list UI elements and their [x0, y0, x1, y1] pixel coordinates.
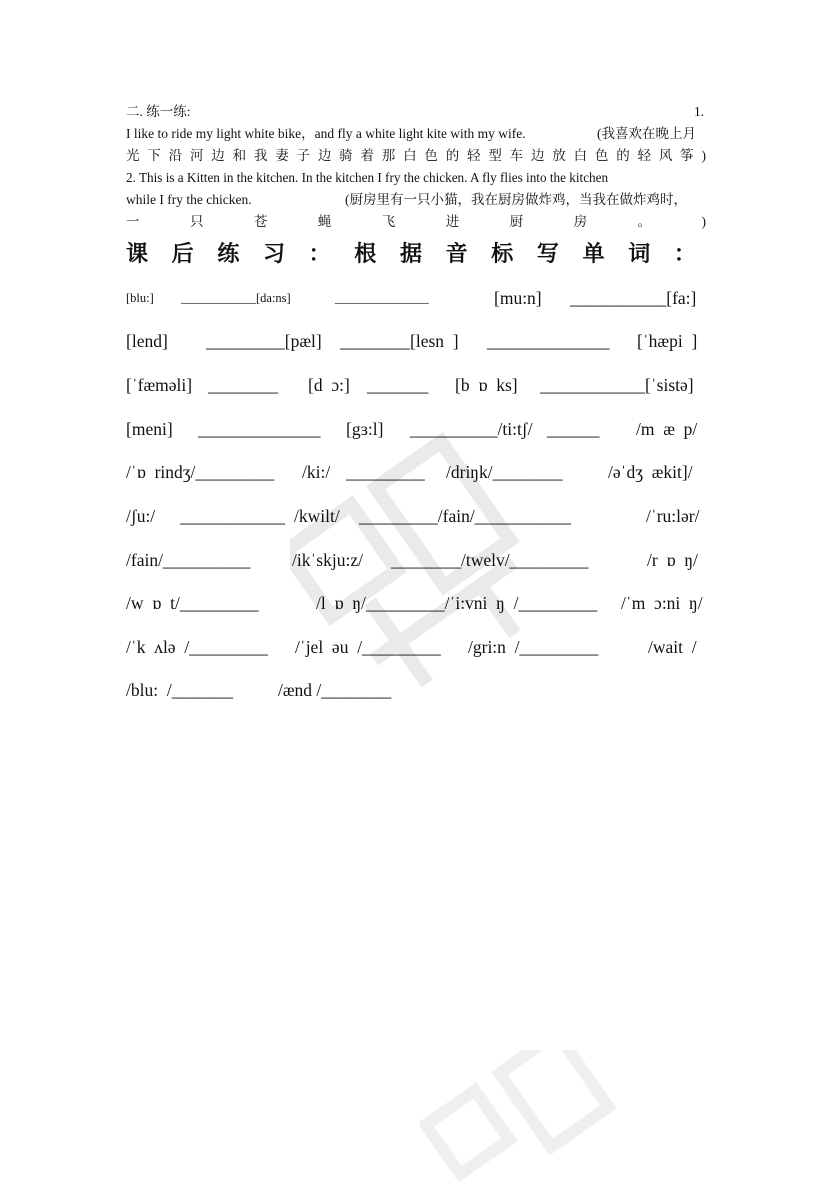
phonetic-item: /ˈm ɔ:ni ŋ/	[621, 593, 703, 613]
phonetic-item: ______	[547, 419, 600, 439]
phonetic-item: [lend]	[126, 331, 168, 351]
phonetic-item: /driŋk/________	[446, 462, 563, 482]
practice-line-3-english: 2. This is a Kitten in the kitchen. In the kitchen I fry the chicken. A fly flies into the kitchen	[126, 170, 609, 185]
char: 只	[189, 214, 204, 229]
phonetic-item: _________	[346, 462, 425, 482]
phonetic-item: /wait /	[648, 637, 697, 657]
char: 河	[189, 148, 204, 163]
phonetic-item: _________/fain/___________	[359, 506, 571, 526]
phonetic-item: /ˈk ʌlə /_________	[126, 637, 268, 657]
char: 色	[424, 148, 438, 163]
practice-line-4-english: while I fry the chicken.	[126, 192, 252, 207]
heading-char: 据	[399, 241, 422, 266]
phonetic-item: ______________	[487, 331, 610, 351]
heading-char: 写	[536, 241, 559, 266]
phonetic-item: ____________[da:ns]	[181, 291, 291, 305]
phonetic-item: [ˈhæpi ]	[637, 331, 698, 351]
phonetic-item: [gɜ:l]	[346, 419, 384, 439]
heading-char: 后	[171, 241, 194, 266]
watermark-graphic-bottom	[420, 1050, 620, 1190]
char: 一	[126, 214, 140, 229]
phonetic-item: /ˈɒ rindʒ/_________	[126, 462, 275, 482]
phonetic-item: [blu:]	[126, 291, 154, 305]
char: 型	[488, 148, 502, 163]
char: )	[701, 148, 706, 163]
char: 那	[381, 148, 396, 163]
phonetic-item: [ˈfæməli]	[126, 375, 193, 395]
item-number-1: 1.	[694, 104, 705, 119]
char: 边	[530, 148, 545, 163]
char: 进	[445, 214, 460, 229]
char: 蝇	[317, 214, 332, 229]
section-title: 二. 练一练:	[126, 104, 191, 119]
char: 白	[403, 148, 417, 163]
phonetic-item: ________/twelv/_________	[391, 550, 589, 570]
watermark-graphic	[290, 420, 540, 720]
char: 色	[594, 148, 609, 163]
char: 厨	[509, 214, 524, 229]
phonetic-item: /əˈdʒ ækit]/	[608, 462, 693, 482]
phonetic-item: ________	[208, 375, 278, 395]
char: 下	[147, 148, 161, 163]
phonetic-item: [b ɒ ks]	[455, 375, 518, 395]
char: 妻	[275, 148, 289, 163]
char: 的	[616, 148, 630, 163]
char: 飞	[381, 214, 396, 229]
phonetic-item: /m æ p/	[636, 419, 698, 439]
heading-char: 音	[445, 241, 468, 266]
heading-char: 练	[217, 241, 240, 266]
char: 骑	[339, 148, 353, 163]
char: 我	[253, 148, 268, 163]
char: 苍	[253, 214, 268, 229]
practice-line-5-chinese	[126, 211, 706, 233]
heading-char: 根	[354, 241, 377, 266]
char: 放	[552, 148, 566, 163]
phonetic-item: __________/ti:tʃ/	[410, 419, 533, 439]
practice-line-4-chinese: (厨房里有一只小猫，我在厨房做炸鸡，当我在做炸鸡时，	[345, 192, 687, 207]
phonetic-item: [mu:n]	[494, 288, 542, 308]
phonetic-item: [d ɔ:]	[308, 375, 350, 395]
heading-char: 课	[126, 241, 149, 266]
phonetic-item: _______________	[335, 291, 429, 305]
phonetic-item: ______________	[198, 419, 321, 439]
phonetic-item: /ikˈskju:z/	[292, 550, 363, 570]
phonetic-item: [meni]	[126, 419, 173, 439]
char: 筝	[680, 148, 694, 163]
phonetic-item: /ˈjel əu /_________	[295, 637, 441, 657]
char: 子	[296, 148, 310, 163]
phonetic-item: /w ɒ t/_________	[126, 593, 259, 613]
phonetic-item: ____________	[180, 506, 285, 526]
phonetic-item: /ki:/	[302, 462, 331, 482]
phonetic-item: /kwilt/	[294, 506, 340, 526]
exercise-heading	[126, 237, 696, 268]
char: 。	[637, 214, 651, 229]
phonetic-item: /ˈru:lər/	[646, 506, 700, 526]
heading-char: 单	[582, 241, 605, 266]
phonetic-item: ____________[ˈsistə]	[540, 375, 694, 395]
char: 沿	[168, 148, 183, 163]
char: 边	[211, 148, 225, 163]
char: 轻	[467, 148, 481, 163]
char: 房	[573, 214, 588, 229]
char: 和	[232, 148, 247, 163]
char: 白	[573, 148, 588, 163]
char: 车	[509, 148, 524, 163]
phonetic-item: /blu: /_______	[126, 680, 233, 700]
heading-char: 习	[262, 241, 285, 266]
char: 光	[126, 148, 140, 163]
heading-char: ：	[673, 241, 696, 266]
phonetic-item: /l ɒ ŋ/_________/ˈi:vni ŋ /_________	[316, 593, 598, 613]
phonetic-item: /fain/__________	[126, 550, 251, 570]
char: 着	[360, 148, 374, 163]
practice-line-1-english: I like to ride my light white bike，and fly a white light kite with my wife.	[126, 126, 526, 141]
phonetic-item: ________[lesn ]	[340, 331, 459, 351]
phonetic-item: /r ɒ ŋ/	[647, 550, 698, 570]
phonetic-item: _______	[367, 375, 429, 395]
phonetic-item: /ʃu:/	[126, 506, 156, 526]
char: 的	[445, 148, 460, 163]
phonetic-item: /ænd /________	[278, 680, 392, 700]
phonetic-item: /gri:n /_________	[468, 637, 599, 657]
char: 边	[317, 148, 332, 163]
practice-line-1-chinese: (我喜欢在晚上月	[597, 126, 696, 141]
char: )	[701, 214, 706, 229]
heading-char: ：	[308, 241, 331, 266]
practice-line-2-chinese	[126, 145, 706, 167]
char: 轻	[637, 148, 651, 163]
heading-char: 标	[491, 241, 514, 266]
heading-char: 词	[628, 241, 651, 266]
phonetic-item: _________[pæl]	[206, 331, 322, 351]
phonetic-item: ___________[fa:]	[570, 288, 697, 308]
char: 风	[658, 148, 673, 163]
